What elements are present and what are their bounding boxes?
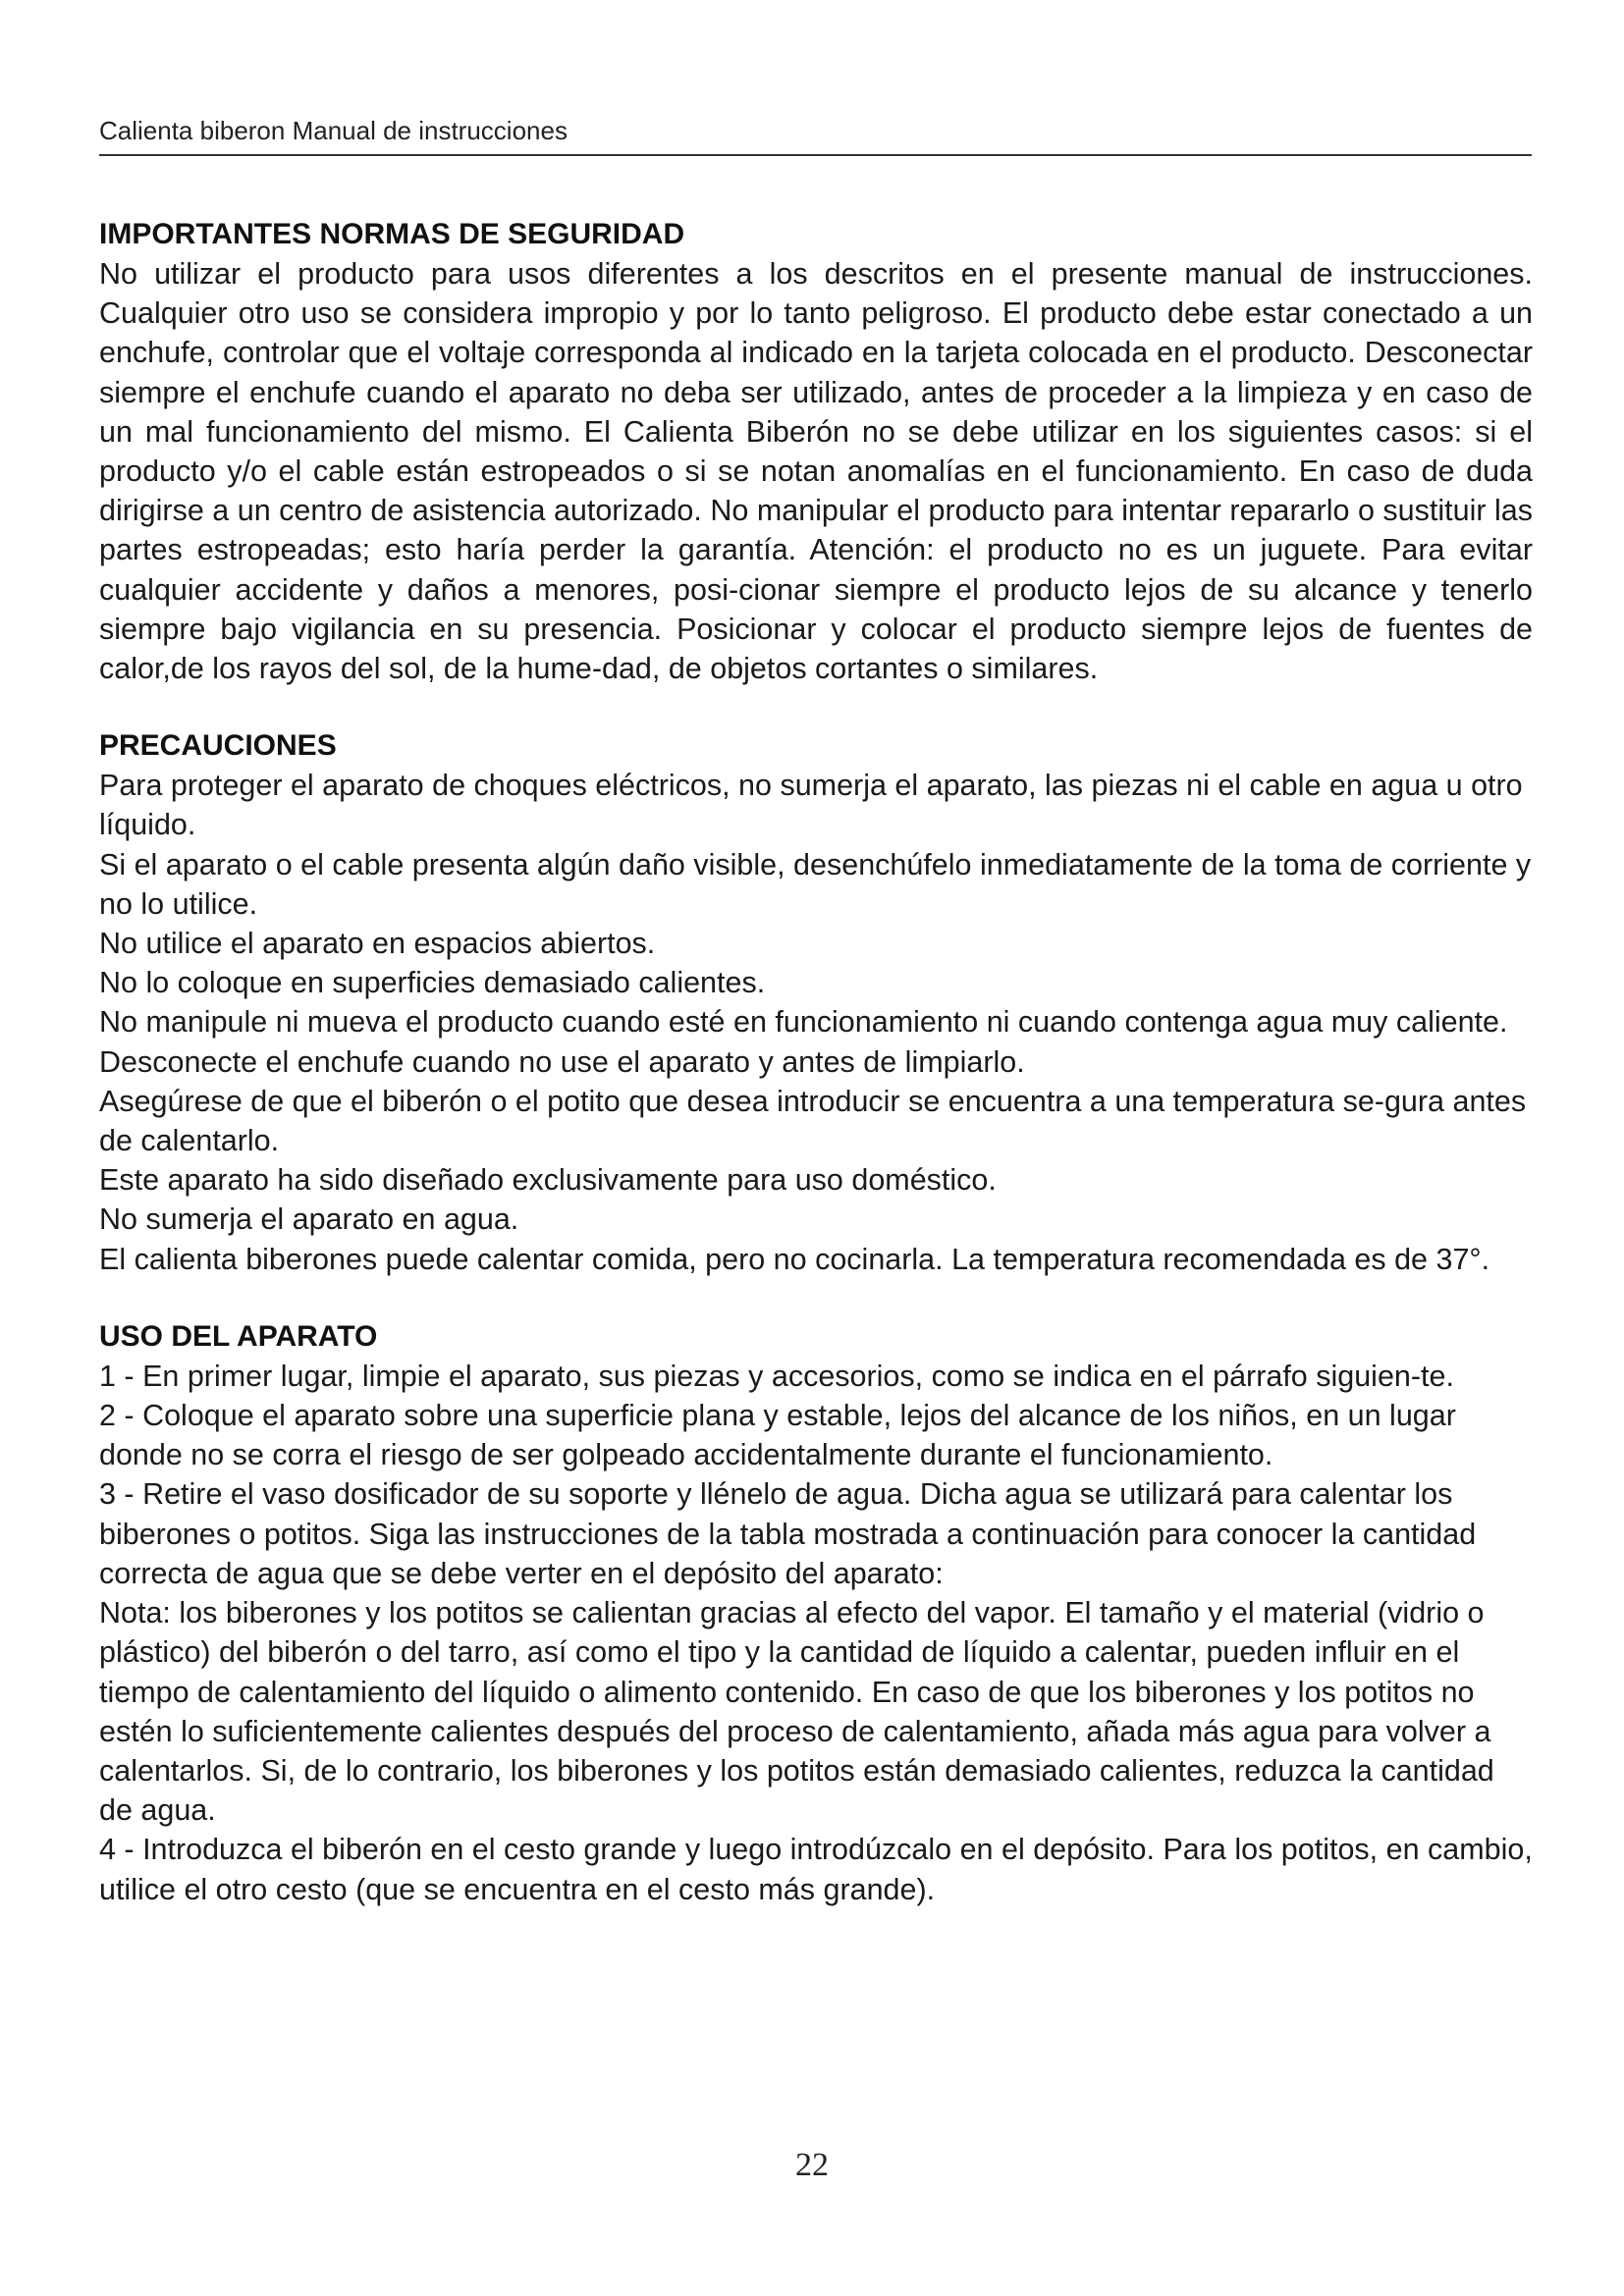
safety-paragraph: No utilizar el producto para usos diferentes a los descritos en el presente manual de instrucciones. Cualquier otro uso se considera impropio y por lo tanto peligroso. El producto debe estar conectado a un enchufe, controlar que el voltaje corresponda al indicado en la tarjeta colocada en el producto. Desconectar siempre el enchufe cuando el aparato no deba ser utilizado, antes de proceder a la limpieza y en caso de un mal funcionamiento del mismo. El Calienta Biberón no se debe utilizar en los siguientes casos: si el producto y/o el cable están estropeados o si se notan anomalías en el funcionamiento. En caso de duda dirigirse a un centro de asistencia autorizado. No manipular el producto para intentar repararlo o sustituir las partes estropeadas; esto haría perder la garantía. Atención: el producto no es un juguete. Para evitar cualquier accidente y daños a menores, posi-cionar siempre el producto lejos de su alcance y tenerlo siempre bajo vigilancia en su presencia. Posicionar y colocar el producto siempre lejos de fuentes de calor,de los rayos del sol, de la hume-dad, de objetos cortantes o similares. bbox=[99, 257, 1533, 686]
usage-section bbox=[99, 1317, 1533, 1909]
precaution-item: No lo coloque en superficies demasiado calientes. bbox=[99, 966, 766, 1000]
section-title-safety: IMPORTANTES NORMAS DE SEGURIDAD bbox=[99, 218, 685, 250]
document-body bbox=[99, 215, 1533, 1948]
precaution-item: No sumerja el aparato en agua. bbox=[99, 1202, 519, 1237]
precaution-item: No utilice el aparato en espacios abiertos. bbox=[99, 927, 656, 961]
usage-step: 4 - Introduzca el biberón en el cesto grande y luego introdúzcalo en el depósito. Para los potitos, en cambio, utilice el otro cesto (que se encuentra en el cesto más grande). bbox=[99, 1833, 1533, 1906]
header-divider bbox=[99, 154, 1532, 156]
section-title-usage: USO DEL APARATO bbox=[99, 1319, 378, 1353]
usage-step: 2 - Coloque el aparato sobre una superficie plana y estable, lejos del alcance de los niños, en un lugar donde no se corra el riesgo de ser golpeado accidentalmente durante el funcionamiento. bbox=[99, 1399, 1456, 1472]
usage-step: 1 - En primer lugar, limpie el aparato, sus piezas y accesorios, como se indica en el párrafo siguien-te. bbox=[99, 1359, 1454, 1393]
usage-note: Nota: los biberones y los potitos se calientan gracias al efecto del vapor. El tamaño y el material (vidrio o plástico) del biberón o del tarro, así como el tipo y la cantidad de líquido a calentar, pueden influir en el tiempo de calentamiento del líquido o alimento contenido. En caso de que los biberones y los potitos no estén lo suficientemente calientes después del proceso de calentamiento, añada más agua para volver a calentarlos. Si, de lo contrario, los biberones y los potitos están demasiado calientes, reduzca la cantidad de agua. bbox=[99, 1596, 1494, 1828]
safety-section bbox=[99, 215, 1533, 688]
precaution-item: Este aparato ha sido diseñado exclusivamente para uso doméstico. bbox=[99, 1163, 997, 1198]
usage-step: 3 - Retire el vaso dosificador de su soporte y llénelo de agua. Dicha agua se utilizará para calentar los biberones o potitos. Siga las instrucciones de la tabla mostrada a continuación para conocer la cantidad correcta de agua que se debe verter en el depósito del aparato: bbox=[99, 1477, 1477, 1590]
precautions-section bbox=[99, 726, 1533, 1279]
precaution-item: No manipule ni mueva el producto cuando esté en funcionamiento ni cuando contenga agua muy caliente. bbox=[99, 1005, 1508, 1040]
section-title-precautions: PRECAUCIONES bbox=[99, 729, 337, 763]
precaution-item: Para proteger el aparato de choques eléctricos, no sumerja el aparato, las piezas ni el cable en agua u otro líquido. bbox=[99, 769, 1523, 842]
page-number: 22 bbox=[795, 2147, 829, 2183]
precaution-item: Desconecte el enchufe cuando no use el aparato y antes de limpiarlo. bbox=[99, 1044, 1025, 1079]
precaution-item: Asegúrese de que el biberón o el potito que desea introducir se encuentra a una temperatura se-gura antes de calentarlo. bbox=[99, 1084, 1527, 1158]
precaution-item: Si el aparato o el cable presenta algún daño visible, desenchúfelo inmediatamente de la toma de corriente y no lo utilice. bbox=[99, 847, 1532, 921]
running-header: Calienta biberon Manual de instrucciones bbox=[99, 116, 568, 145]
precaution-item: El calienta biberones puede calentar comida, pero no cocinarla. La temperatura recomendada es de 37°. bbox=[99, 1242, 1490, 1276]
